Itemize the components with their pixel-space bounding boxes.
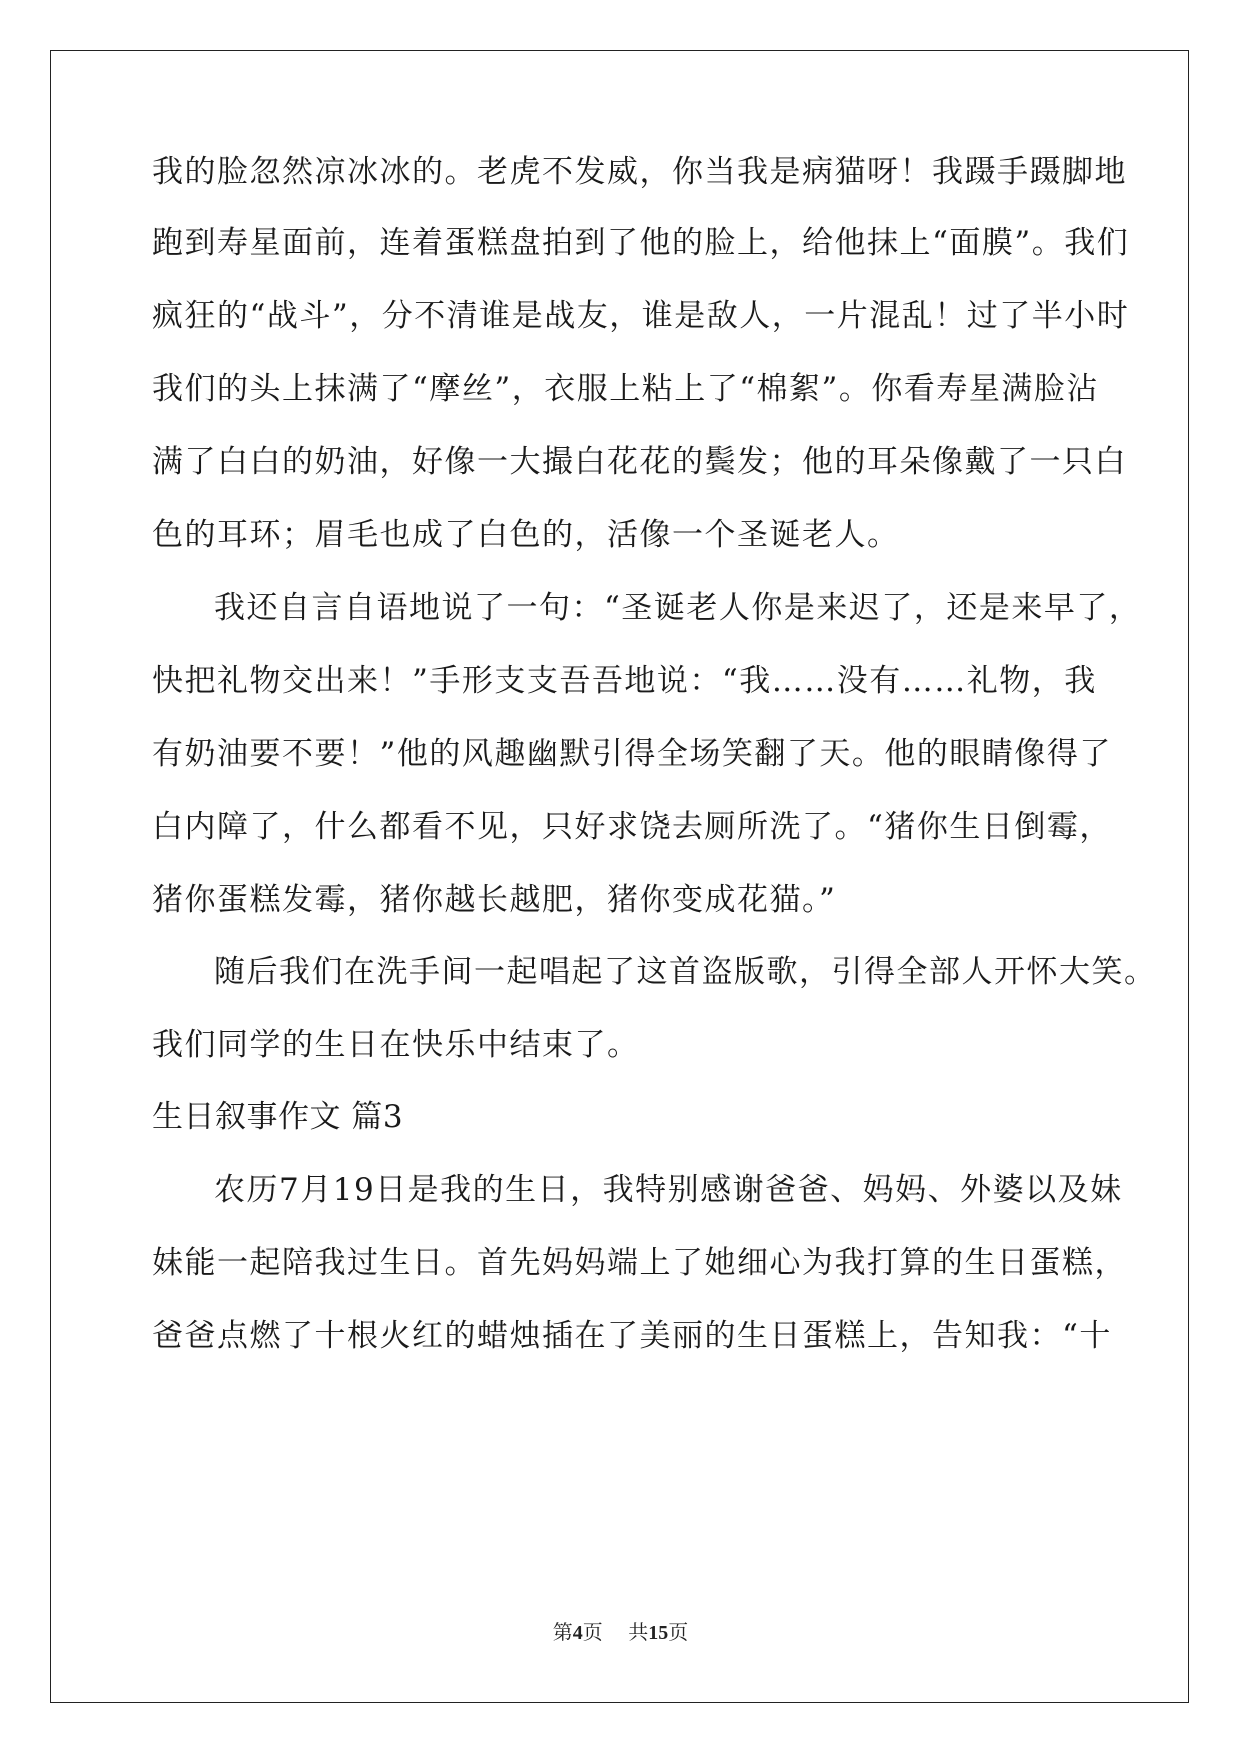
paragraph-line: 满了白白的奶油，好像一大撮白花花的鬓发；他的耳朵像戴了一只白 (152, 444, 1127, 480)
page-footer (0, 1620, 1241, 1645)
paragraph-line: 爸爸点燃了十根火红的蜡烛插在了美丽的生日蛋糕上，告知我：“十 (152, 1318, 1112, 1354)
paragraph-line: 色的耳环；眉毛也成了白色的，活像一个圣诞老人。 (152, 517, 900, 553)
paragraph-line: 我的脸忽然凉冰冰的。老虎不发威，你当我是病猫呀！我蹑手蹑脚地 (152, 154, 1127, 190)
paragraph-line: 白内障了，什么都看不见，只好求饶去厕所洗了。“猪你生日倒霉， (152, 809, 1112, 845)
page-prefix: 第 (552, 1620, 573, 1644)
paragraph-line: 疯狂的“战斗”，分不清谁是战友，谁是敌人，一片混乱！过了半小时 (152, 298, 1130, 334)
total-pages: 15 (648, 1622, 669, 1644)
paragraph-line: 猪你蛋糕发霉，猪你越长越肥，猪你变成花猫。” (152, 882, 837, 918)
paragraph-line: 农历7月19日是我的生日，我特别感谢爸爸、妈妈、外婆以及妹 (214, 1172, 1123, 1208)
paragraph-line: 我们同学的生日在快乐中结束了。 (152, 1027, 640, 1063)
paragraph-line: 妹能一起陪我过生日。首先妈妈端上了她细心为我打算的生日蛋糕， (152, 1245, 1127, 1281)
page-number: 4 (572, 1622, 583, 1644)
section-heading: 生日叙事作文 篇3 (152, 1099, 404, 1135)
paragraph-line: 快把礼物交出来！”手形支支吾吾地说：“我……没有……礼物，我 (152, 663, 1097, 699)
page-suffix: 页 (582, 1620, 603, 1644)
total-prefix: 共 (628, 1620, 649, 1644)
paragraph-line: 随后我们在洗手间一起唱起了这首盗版歌，引得全部人开怀大笑。 (214, 954, 1157, 990)
paragraph-line: 我还自言自语地说了一句：“圣诞老人你是来迟了，还是来早了， (214, 590, 1142, 626)
total-suffix: 页 (668, 1620, 689, 1644)
paragraph-line: 有奶油要不要！”他的风趣幽默引得全场笑翻了天。他的眼睛像得了 (152, 736, 1112, 772)
paragraph-line: 跑到寿星面前，连着蛋糕盘拍到了他的脸上，给他抹上“面膜”。我们 (152, 225, 1130, 261)
paragraph-line: 我们的头上抹满了“摩丝”，衣服上粘上了“棉絮”。你看寿星满脸沾 (152, 371, 1099, 407)
